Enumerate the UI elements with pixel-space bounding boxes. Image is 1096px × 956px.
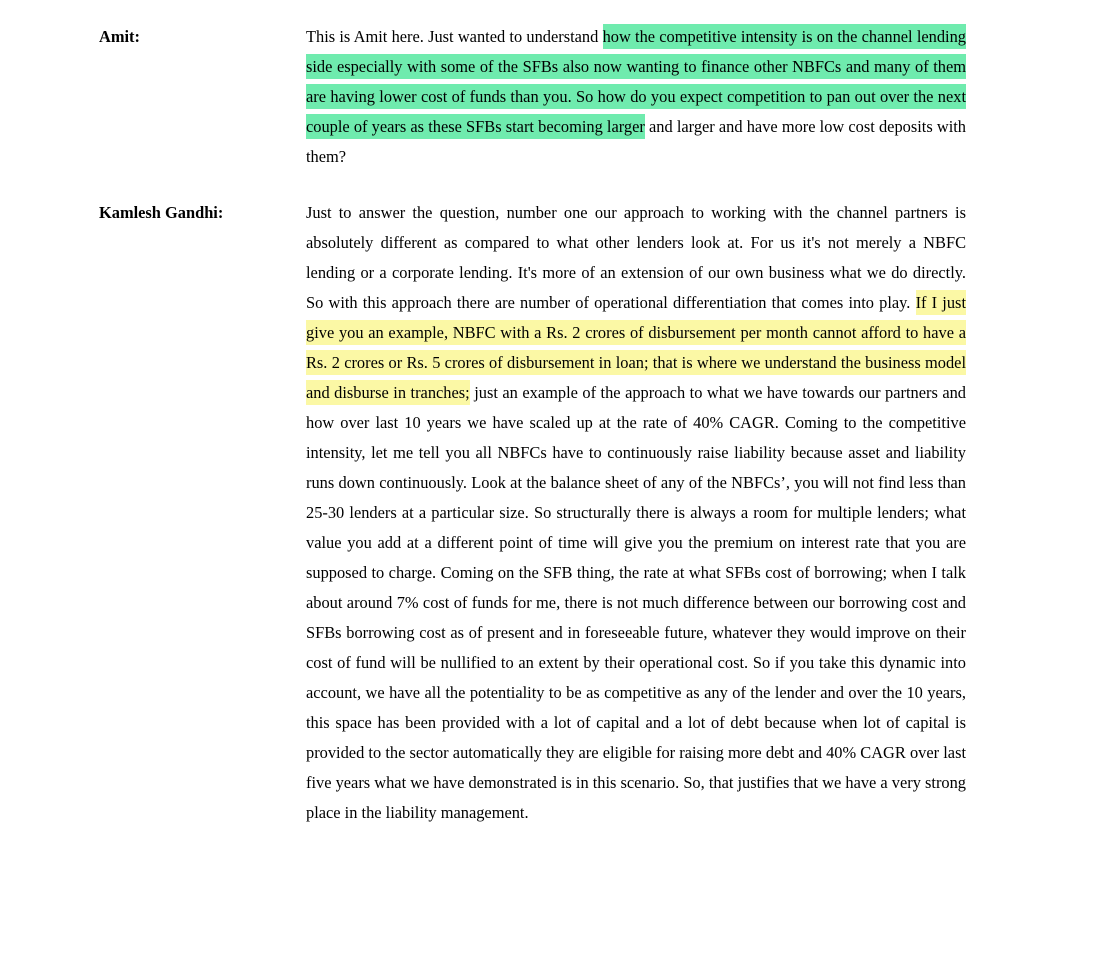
speech-segment: This is Amit here. Just wanted to understand [306, 27, 603, 46]
transcript-entry [99, 22, 966, 172]
speech-segment: and larger and have more low cost deposits with them? [306, 117, 966, 166]
speech-text [306, 198, 966, 828]
speech-segment: Just to answer the question, number one our approach to working with the channel partners is absolutely different as compared to what other lenders look at. For us it's not merely a NBFC lending or a corporate lending. It's more of an extension of our own business what we do directly. So with this approach there are number of operational differentiation that comes into play. [306, 203, 966, 312]
speech-text [306, 22, 966, 172]
speaker-name: Kamlesh Gandhi: [99, 203, 224, 222]
transcript-entry [99, 198, 966, 828]
transcript [99, 22, 966, 828]
speaker-name: Amit: [99, 27, 140, 46]
highlighted-text-yellow: If I just give you an example, NBFC with a Rs. 2 crores of disbursement per month cannot afford to have a Rs. 2 crores or Rs. 5 crores of disbursement in loan; that is where we understand the business model and disburse in tranches; [306, 290, 966, 405]
highlighted-text-green: how the competitive intensity is on the channel lending side especially with some of the SFBs also now wanting to finance other NBFCs and many of them are having lower cost of funds than you. So how do you expect competition to pan out over the next couple of years as these SFBs start becoming larger [306, 24, 966, 139]
speech-segment: just an example of the approach to what we have towards our partners and how over last 10 years we have scaled up at the rate of 40% CAGR. Coming to the competitive intensity, let me tell you all NBFCs have to continuously raise liability because asset and liability runs down continuously. Look at the balance sheet of any of the NBFCs’, you will not find less than 25-30 lenders at a particular size. So structurally there is always a room for multiple lenders; what value you add at a different point of time will give you the premium on interest rate that you are supposed to charge. Coming on the SFB thing, the rate at what SFBs cost of borrowing; when I talk about around 7% cost of funds for me, there is not much difference between our borrowing cost and SFBs borrowing cost as of present and in foreseeable future, whatever they would improve on their cost of fund will be nullified to an extent by their operational cost. So if you take this dynamic into account, we have all the potentiality to be as competitive as any of the lender and over the 10 years, this space has been provided with a lot of capital and a lot of debt because when lot of capital is provided to the sector automatically they are eligible for raising more debt and 40% CAGR over last five years what we have demonstrated is in this scenario. So, that justifies that we have a very strong place in the liability management. [306, 383, 967, 822]
